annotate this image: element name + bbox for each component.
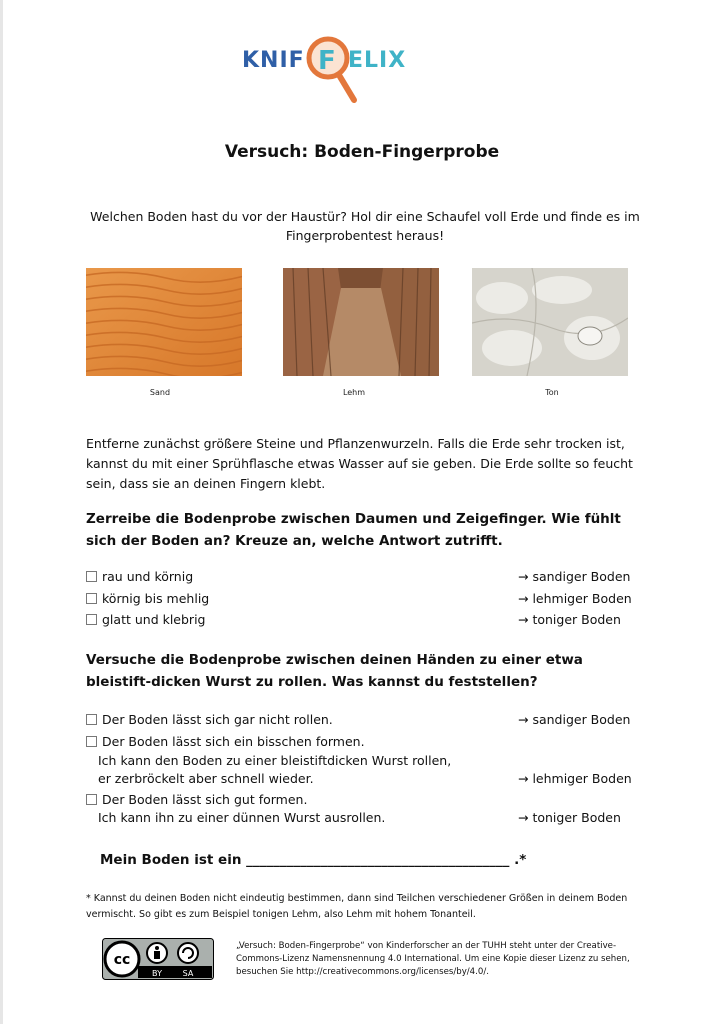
option-label: rau und körnig bbox=[102, 569, 194, 584]
license-text: „Versuch: Boden-Fingerprobe“ von Kinderforscher an der TUHH steht unter der Creative-Commons-Lizenz Namensnennung 4.0 International. Um eine Kopie dieser Lizenz zu sehen, besuchen Sie http://creativecommons.org/licenses/by/4.0/. bbox=[236, 941, 630, 977]
option-label: Der Boden lässt sich ein bisschen formen. bbox=[102, 734, 365, 749]
section2-option-2-line-3: er zerbröckelt aber schnell wieder. bbox=[98, 771, 314, 786]
lehm-image bbox=[283, 268, 439, 376]
sa-label: SA bbox=[182, 969, 194, 978]
option-result: → sandiger Boden bbox=[518, 569, 631, 584]
by-person-icon bbox=[155, 946, 159, 950]
section1-heading: Zerreibe die Bodenprobe zwischen Daumen und Zeigefinger. Wie fühlt sich der Boden an? Kreuze an, welche Antwort zutrifft. bbox=[86, 511, 621, 549]
checkbox[interactable] bbox=[86, 614, 97, 625]
section2-option-2-line-2: Ich kann den Boden zu einer bleistiftdicken Wurst rollen, bbox=[98, 753, 452, 768]
logo-letter-f: F bbox=[318, 46, 336, 76]
lehm-caption: Lehm bbox=[342, 388, 366, 397]
footnote: * Kannst du deinen Boden nicht eindeutig bestimmen, dann sind Teilchen verschiedener Größen in deinem Boden vermischt. So gibt es zum Beispiel tonigen Lehm, also Lehm mit hohem Tonanteil. bbox=[86, 893, 628, 920]
instructions-paragraph: Entferne zunächst größere Steine und Pflanzenwurzeln. Falls die Erde sehr trocken ist, kannst du mit einer Sprühflasche etwas Wasser auf sie geben. Die Erde sollte so feucht sein, dass sie an deinen Fingern klebt. bbox=[86, 436, 633, 491]
section2-heading: Versuche die Bodenprobe zwischen deinen Händen zu einer etwa bleistift-dicken Wurst zu rollen. Was kannst du feststellen? bbox=[86, 652, 583, 690]
checkbox[interactable] bbox=[86, 794, 97, 805]
option-result: → toniger Boden bbox=[518, 810, 621, 825]
cc-logo-text: cc bbox=[113, 952, 131, 968]
answer-line: Mein Boden ist ein _______________________________________ .* bbox=[100, 852, 527, 868]
option-result: → toniger Boden bbox=[518, 612, 621, 627]
logo-text-left: KNIF bbox=[242, 48, 305, 73]
section2-option-3-line-2: Ich kann ihn zu einer dünnen Wurst ausrollen. bbox=[98, 810, 386, 825]
sand-caption: Sand bbox=[149, 388, 171, 397]
knif-felix-logo bbox=[238, 34, 428, 108]
checkbox[interactable] bbox=[86, 736, 97, 747]
option-label: Der Boden lässt sich gar nicht rollen. bbox=[102, 712, 333, 727]
by-label: BY bbox=[152, 969, 162, 978]
option-label: Der Boden lässt sich gut formen. bbox=[102, 792, 308, 807]
option-result: → lehmiger Boden bbox=[518, 771, 632, 786]
option-result: → lehmiger Boden bbox=[518, 591, 632, 606]
logo-text-right: ELIX bbox=[348, 48, 407, 73]
intro-text: Welchen Boden hast du vor der Haustür? Hol dir eine Schaufel voll Erde und finde es im Fingerprobentest heraus! bbox=[90, 209, 640, 243]
sand-image bbox=[86, 268, 242, 376]
page-title: Versuch: Boden-Fingerprobe bbox=[224, 142, 500, 162]
checkbox[interactable] bbox=[86, 571, 97, 582]
checkbox[interactable] bbox=[86, 593, 97, 604]
ton-image bbox=[472, 268, 628, 376]
ton-caption: Ton bbox=[545, 388, 559, 397]
checkbox[interactable] bbox=[86, 714, 97, 725]
option-label: glatt und klebrig bbox=[102, 612, 206, 627]
cc-by-sa-badge bbox=[102, 938, 214, 980]
option-label: körnig bis mehlig bbox=[102, 591, 210, 606]
option-result: → sandiger Boden bbox=[518, 712, 631, 727]
